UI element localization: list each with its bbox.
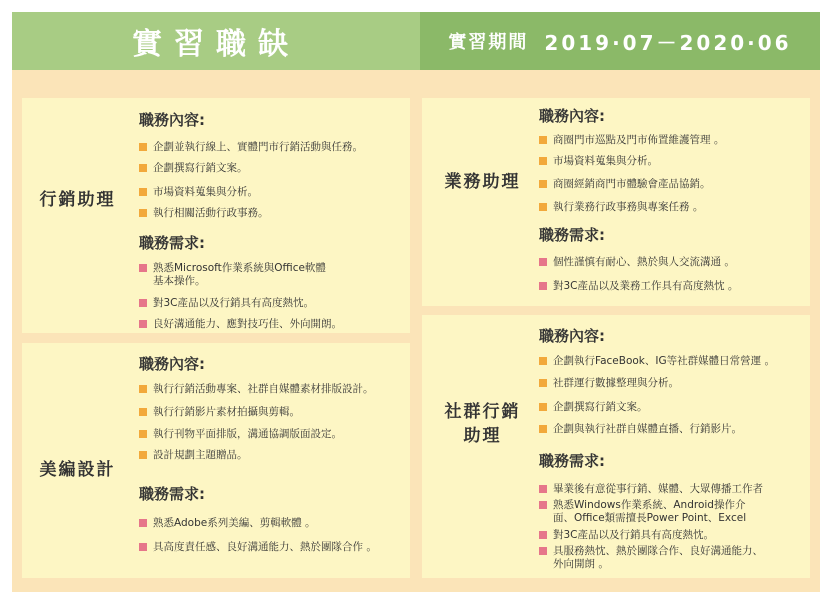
role-title: 行銷助理 [39,190,116,210]
duty-item: 企劃與執行社群自媒體直播、行銷影片。 [539,423,742,436]
duty-item: 商圈門市巡點及門市佈置維護管理 。 [539,134,724,147]
bullet-square-icon [539,501,547,509]
duty-item: 企劃並執行線上、實體門市行銷活動與任務。 [139,141,363,154]
job-card-sales-assistant [422,98,810,306]
requirement-item: 熟悉Microsoft作業系統與Office軟體 基本操作。 [139,262,326,288]
duty-item: 企劃撰寫行銷文案。 [139,162,248,175]
duty-item: 設計規劃主題贈品。 [139,449,248,462]
duty-item: 執行相關活動行政事務。 [139,207,269,220]
requirement-item: 對3C產品以及業務工作具有高度熱忱 。 [539,280,738,293]
internship-period [420,12,820,70]
period-value: 2019·07－2020·06 [544,30,792,55]
bullet-square-icon [139,188,147,196]
page-title: 實習職缺 [12,12,420,70]
role-title: 社群行銷 助理 [444,402,521,446]
header [12,12,820,70]
bullet-square-icon [539,357,547,365]
bullet-square-icon [539,203,547,211]
bullet-square-icon [539,485,547,493]
requirement-item: 熟悉Adobe系列美編、剪輯軟體 。 [139,517,316,530]
job-card-marketing-assistant [22,98,410,333]
bullet-square-icon [139,519,147,527]
requirements-heading: 職務需求: [139,234,205,252]
bullet-square-icon [139,299,147,307]
requirements-heading: 職務需求: [539,452,605,470]
bullet-square-icon [139,451,147,459]
bullet-square-icon [139,543,147,551]
requirement-item: 對3C產品以及行銷具有高度熱忱。 [139,297,314,310]
bullet-square-icon [539,547,547,555]
duties-heading: 職務內容: [539,327,605,345]
duty-item: 市場資料蒐集與分析。 [539,155,658,168]
bullet-square-icon [139,264,147,272]
bullet-square-icon [139,209,147,217]
requirements-heading: 職務需求: [539,226,605,244]
bullet-square-icon [139,430,147,438]
duty-item: 執行行銷影片素材拍攝與剪輯。 [139,406,300,419]
bullet-square-icon [539,379,547,387]
requirements-heading: 職務需求: [139,485,205,503]
bullet-square-icon [539,403,547,411]
job-card-graphic-design [22,343,410,578]
requirement-item: 畢業後有意從事行銷、媒體、大眾傳播工作者 [539,483,763,496]
period-label: 實習期間 [448,32,529,53]
requirement-item: 具服務熱忱、熱於團隊合作、良好溝通能力、 外向開朗 。 [539,545,763,571]
bullet-square-icon [539,180,547,188]
duty-item: 執行刊物平面排版，溝通協調版面設定。 [139,428,342,441]
bullet-square-icon [539,157,547,165]
bullet-square-icon [539,425,547,433]
duty-item: 執行業務行政事務與專案任務 。 [539,201,703,214]
bullet-square-icon [539,136,547,144]
requirement-item: 個性謹慎有耐心、熱於與人交流溝通 。 [539,256,735,269]
bullet-square-icon [139,164,147,172]
bullet-square-icon [139,385,147,393]
duty-item: 商圈經銷商門市體驗會產品協銷。 [539,178,711,191]
requirement-item: 具高度責任感、良好溝通能力、熱於團隊合作 。 [139,541,377,554]
duties-heading: 職務內容: [139,355,205,373]
duty-item: 企劃撰寫行銷文案。 [539,401,648,414]
bullet-square-icon [539,282,547,290]
duty-item: 市場資料蒐集與分析。 [139,186,258,199]
requirement-item: 熟悉Windows作業系統、Android操作介 面、Office類需擅長Power Point、Excel [539,499,746,525]
duty-item: 企劃執行FaceBook、IG等社群媒體日常營運 。 [539,355,775,368]
job-board [12,12,820,592]
bullet-square-icon [139,320,147,328]
bullet-square-icon [139,408,147,416]
duties-heading: 職務內容: [539,107,605,125]
bullet-square-icon [539,531,547,539]
bullet-square-icon [139,143,147,151]
duty-item: 執行行銷活動專案、社群自媒體素材排版設計。 [139,383,374,396]
role-title: 業務助理 [444,172,521,192]
duties-heading: 職務內容: [139,111,205,129]
requirement-item: 良好溝通能力、應對技巧佳、外向開朗。 [139,318,342,331]
duty-item: 社群運行數據整理與分析。 [539,377,679,390]
bullet-square-icon [539,258,547,266]
role-title: 美編設計 [39,460,116,480]
requirement-item: 對3C產品以及行銷具有高度熱忱。 [539,529,714,542]
job-card-social-marketing-assistant [422,315,810,578]
